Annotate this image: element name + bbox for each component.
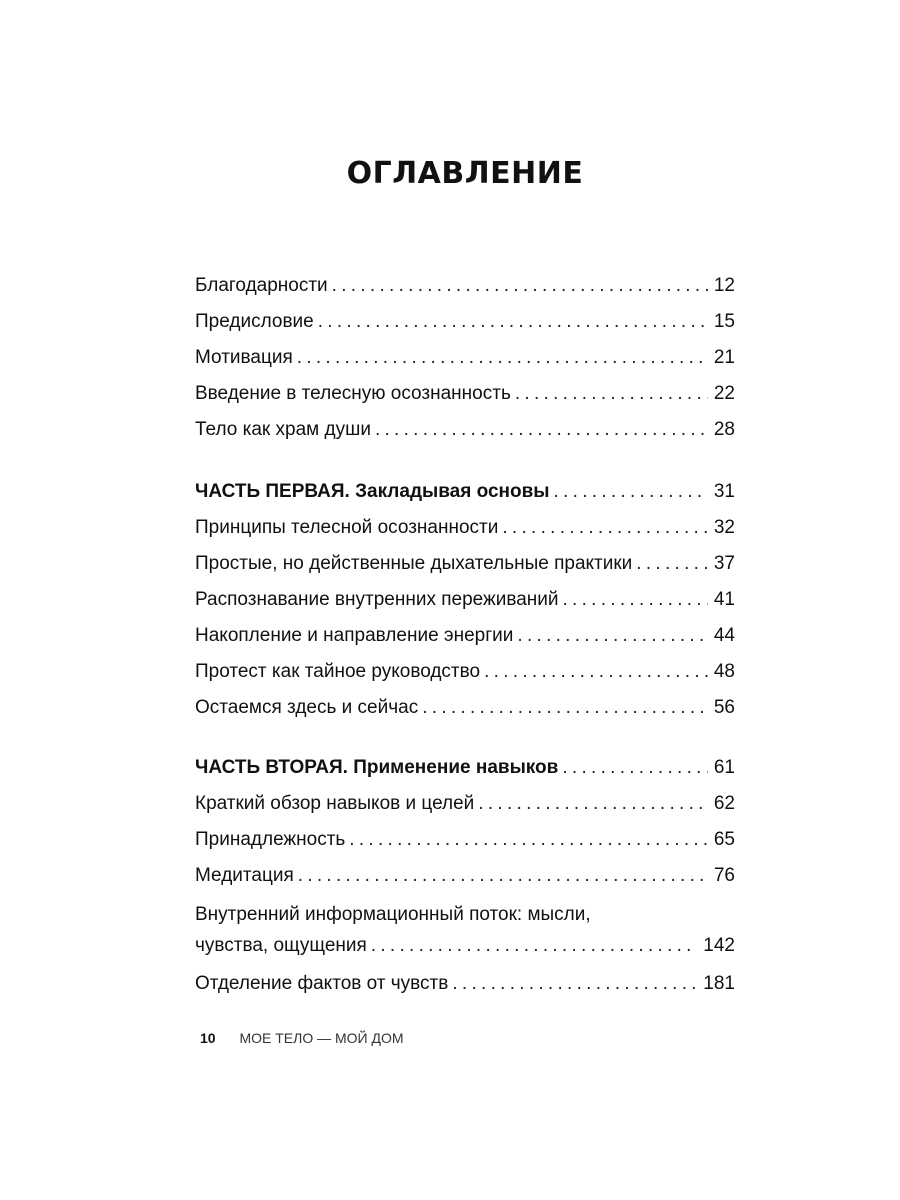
toc-entry-title: Простые, но действенные дыхательные практики	[195, 553, 633, 574]
toc-entry-title: Принадлежность	[195, 829, 346, 850]
toc-page-number: 44	[713, 625, 735, 646]
toc-entry[interactable]	[195, 417, 735, 443]
toc-entry-line2	[195, 930, 735, 961]
toc-entry-title: Распознавание внутренних переживаний	[195, 589, 559, 610]
dot-leader	[636, 551, 708, 577]
dot-leader	[318, 309, 708, 335]
toc-entry-title: Краткий обзор навыков и целей	[195, 793, 475, 814]
toc-entry-title: Предисловие	[195, 311, 314, 332]
toc-entry[interactable]	[195, 381, 735, 407]
toc-entry[interactable]	[195, 659, 735, 685]
dot-leader	[371, 930, 698, 961]
toc-part-one	[195, 479, 735, 731]
toc-entry[interactable]	[195, 587, 735, 613]
toc-part-title: ЧАСТЬ ПЕРВАЯ. Закладывая основы	[195, 481, 550, 502]
toc-page-number: 142	[703, 935, 735, 956]
toc-entry[interactable]	[195, 345, 735, 371]
toc-entry[interactable]	[195, 791, 735, 817]
dot-leader	[298, 863, 708, 889]
toc-entry-title: Протест как тайное руководство	[195, 661, 481, 682]
toc-page-number: 21	[713, 347, 735, 368]
toc-page-number: 62	[713, 793, 735, 814]
dot-leader	[422, 695, 708, 721]
toc-page-number: 28	[713, 419, 735, 440]
toc-page-number: 76	[713, 865, 735, 886]
toc-page-number: 41	[713, 589, 735, 610]
running-head: МОЕ ТЕЛО — МОЙ ДОМ	[239, 1030, 404, 1046]
dot-leader	[484, 659, 708, 685]
dot-leader	[502, 515, 708, 541]
dot-leader	[452, 971, 697, 997]
toc-entry-title: Остаемся здесь и сейчас	[195, 697, 419, 718]
dot-leader	[515, 381, 708, 407]
toc-entry-title: Введение в телесную осознанность	[195, 383, 511, 404]
toc-entry-title: Принципы телесной осознанности	[195, 517, 499, 538]
toc-entry[interactable]	[195, 827, 735, 853]
toc-entry-title-line1: Внутренний информационный поток: мысли,	[195, 904, 591, 925]
toc-entry-title: Отделение фактов от чувств	[195, 973, 449, 994]
toc-page-number: 48	[713, 661, 735, 682]
dot-leader	[297, 345, 708, 371]
dot-leader	[375, 417, 708, 443]
toc-page-number: 31	[713, 481, 735, 502]
page-title: ОГЛАВЛЕНИЕ	[346, 156, 584, 191]
toc-page-number: 65	[713, 829, 735, 850]
toc-entry-title: Тело как храм души	[195, 419, 371, 440]
toc-page-number: 181	[703, 973, 735, 994]
toc-page-number: 61	[713, 757, 735, 778]
toc-page-number: 12	[713, 275, 735, 296]
toc-part-title: ЧАСТЬ ВТОРАЯ. Применение навыков	[195, 757, 559, 778]
toc-page-number: 22	[713, 383, 735, 404]
toc-page-number: 37	[713, 553, 735, 574]
dot-leader	[332, 273, 708, 299]
toc-part-heading[interactable]	[195, 479, 735, 505]
toc-entry-multiline[interactable]	[195, 899, 735, 961]
page-footer	[200, 1030, 404, 1046]
dot-leader	[478, 791, 708, 817]
toc-entry[interactable]	[195, 515, 735, 541]
toc-entry[interactable]	[195, 971, 735, 997]
toc-entry[interactable]	[195, 273, 735, 299]
dot-leader	[562, 755, 708, 781]
dot-leader	[554, 479, 708, 505]
toc-entry-title: Накопление и направление энергии	[195, 625, 514, 646]
toc-entry[interactable]	[195, 695, 735, 721]
toc-part-two	[195, 755, 735, 1007]
dot-leader	[349, 827, 708, 853]
toc-front-matter	[195, 273, 735, 453]
toc-entry-title: Благодарности	[195, 275, 328, 296]
toc-part-heading[interactable]	[195, 755, 735, 781]
toc-page-number: 56	[713, 697, 735, 718]
page-number: 10	[200, 1030, 216, 1046]
toc-page-number: 15	[713, 311, 735, 332]
dot-leader	[517, 623, 707, 649]
toc-page-number: 32	[713, 517, 735, 538]
toc-entry-title: Медитация	[195, 865, 294, 886]
toc-entry[interactable]	[195, 623, 735, 649]
toc-entry[interactable]	[195, 551, 735, 577]
toc-entry-title-line2: чувства, ощущения	[195, 935, 367, 956]
toc-entry-title: Мотивация	[195, 347, 293, 368]
dot-leader	[563, 587, 708, 613]
toc-entry[interactable]	[195, 863, 735, 889]
toc-entry[interactable]	[195, 309, 735, 335]
